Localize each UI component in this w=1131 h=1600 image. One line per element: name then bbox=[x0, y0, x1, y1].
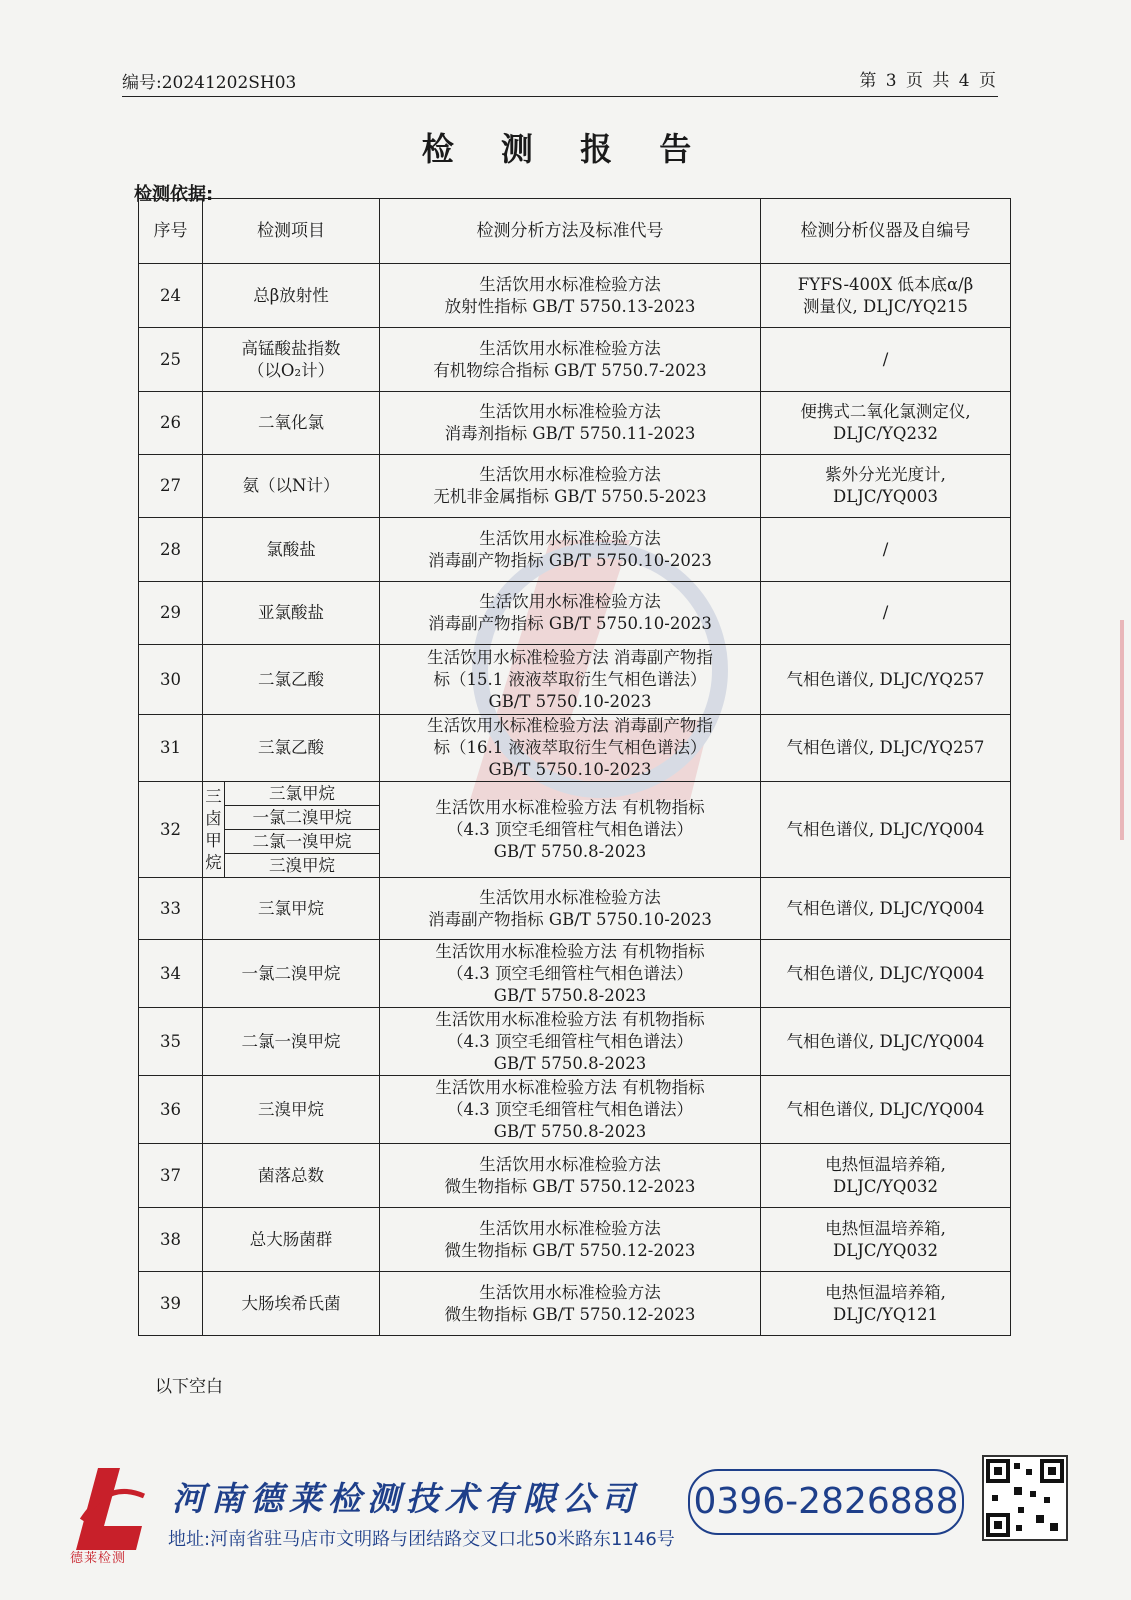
test-item bbox=[203, 582, 380, 645]
cell-line: 标（16.1 液液萃取衍生气相色谱法） bbox=[433, 738, 707, 757]
test-item bbox=[203, 1272, 380, 1336]
cell-line: / bbox=[882, 349, 889, 369]
instrument-id bbox=[761, 1008, 1011, 1076]
table-row bbox=[139, 782, 1011, 806]
method-standard bbox=[380, 1144, 761, 1208]
cell-line: 电热恒温培养箱, bbox=[825, 1218, 946, 1238]
item-name: 二氯乙酸 bbox=[258, 669, 324, 689]
cell-line: GB/T 5750.8-2023 bbox=[493, 1121, 647, 1141]
row-number: 36 bbox=[139, 1076, 203, 1144]
report-number: 编号:20241202SH03 bbox=[122, 73, 297, 93]
method-standard bbox=[380, 1008, 761, 1076]
column-header: 序号 bbox=[139, 199, 203, 264]
cell-line: 生活饮用水标准检验方法 有机物指标 bbox=[435, 941, 705, 961]
method-standard bbox=[380, 878, 761, 940]
cell-line: 电热恒温培养箱, bbox=[825, 1282, 946, 1302]
cell-line: GB/T 5750.8-2023 bbox=[493, 1053, 647, 1073]
instrument-id bbox=[761, 1272, 1011, 1336]
cell-line: 气相色谱仪, DLJC/YQ004 bbox=[786, 1031, 985, 1051]
method-standard bbox=[380, 1272, 761, 1336]
page-indicator: 第 3 页 共 4 页 bbox=[859, 71, 998, 91]
item-name: 三氯乙酸 bbox=[258, 738, 324, 757]
cell-line: 标（15.1 液液萃取衍生气相色谱法） bbox=[433, 669, 707, 689]
seal-edge-icon bbox=[1117, 620, 1131, 840]
cell-line: 电热恒温培养箱, bbox=[825, 1154, 946, 1174]
item-name: 总大肠菌群 bbox=[249, 1229, 333, 1249]
item-name: 大肠埃希氏菌 bbox=[241, 1293, 341, 1313]
table-row bbox=[139, 878, 1011, 940]
cell-line: / bbox=[882, 539, 889, 559]
item-group-label: 三卤甲烷 bbox=[205, 786, 222, 872]
cell-line: 测量仪, DLJC/YQ215 bbox=[803, 296, 968, 316]
row-number: 37 bbox=[139, 1144, 203, 1208]
cell-line: 气相色谱仪, DLJC/YQ004 bbox=[786, 898, 985, 918]
table-row bbox=[139, 1076, 1011, 1144]
qr-code-icon bbox=[982, 1455, 1068, 1541]
cell-line: 生活饮用水标准检验方法 bbox=[479, 402, 661, 421]
company-name: 河南德莱检测技术有限公司 bbox=[172, 1479, 640, 1518]
sub-item: 三氯甲烷 bbox=[225, 782, 380, 806]
row-number: 38 bbox=[139, 1208, 203, 1272]
cell-line: 生活饮用水标准检验方法 bbox=[479, 1282, 661, 1302]
item-name: 一氯二溴甲烷 bbox=[241, 963, 341, 983]
cell-line: 生活饮用水标准检验方法 bbox=[479, 1218, 661, 1238]
cell-line: 生活饮用水标准检验方法 bbox=[479, 274, 661, 294]
cell-line: 生活饮用水标准检验方法 bbox=[479, 887, 661, 907]
column-header: 检测分析仪器及自编号 bbox=[761, 199, 1011, 264]
cell-line: 无机非金属指标 GB/T 5750.5-2023 bbox=[433, 487, 707, 506]
method-standard bbox=[380, 940, 761, 1008]
item-name: 总β放射性 bbox=[253, 285, 329, 305]
method-standard bbox=[380, 582, 761, 645]
table-row bbox=[139, 1272, 1011, 1336]
test-item bbox=[203, 1008, 380, 1076]
cell-line: 微生物指标 GB/T 5750.12-2023 bbox=[444, 1304, 696, 1324]
item-name: 二氧化氯 bbox=[258, 413, 324, 432]
cell-line: 微生物指标 GB/T 5750.12-2023 bbox=[444, 1176, 696, 1196]
cell-line: 生活饮用水标准检验方法 bbox=[479, 528, 661, 548]
item-name-note: （以O₂计） bbox=[247, 360, 335, 380]
report-title: 检 测 报 告 bbox=[421, 130, 710, 168]
sub-item: 一氯二溴甲烷 bbox=[225, 806, 380, 830]
cell-line: GB/T 5750.8-2023 bbox=[493, 985, 647, 1005]
sub-item: 三溴甲烷 bbox=[225, 854, 380, 878]
cell-line: 生活饮用水标准检验方法 有机物指标 bbox=[435, 1077, 705, 1097]
cell-line: DLJC/YQ003 bbox=[833, 487, 938, 506]
cell-line: 微生物指标 GB/T 5750.12-2023 bbox=[444, 1240, 696, 1260]
instrument-id bbox=[761, 782, 1011, 878]
cell-line: 生活饮用水标准检验方法 bbox=[479, 1154, 661, 1174]
cell-line: 生活饮用水标准检验方法 有机物指标 bbox=[435, 1009, 705, 1029]
row-number: 25 bbox=[139, 328, 203, 392]
method-standard bbox=[380, 264, 761, 328]
blank-below-note: 以下空白 bbox=[155, 1377, 223, 1397]
cell-line: 气相色谱仪, DLJC/YQ257 bbox=[786, 738, 985, 757]
test-item bbox=[203, 455, 380, 518]
cell-line: / bbox=[882, 603, 889, 622]
company-phone: 0396-2826888 bbox=[688, 1469, 964, 1535]
method-standard bbox=[380, 782, 761, 878]
method-standard bbox=[380, 715, 761, 782]
cell-line: （4.3 顶空毛细管柱气相色谱法） bbox=[447, 963, 693, 983]
table-row bbox=[139, 328, 1011, 392]
column-header: 检测项目 bbox=[203, 199, 380, 264]
item-name: 菌落总数 bbox=[258, 1165, 324, 1185]
instrument-id bbox=[761, 582, 1011, 645]
cell-line: 消毒副产物指标 GB/T 5750.10-2023 bbox=[428, 614, 712, 633]
row-number: 32 bbox=[139, 782, 203, 878]
table-row bbox=[139, 582, 1011, 645]
instrument-id bbox=[761, 1076, 1011, 1144]
method-standard bbox=[380, 392, 761, 455]
cell-line: 生活饮用水标准检验方法 bbox=[479, 592, 661, 611]
cell-line: 消毒副产物指标 GB/T 5750.10-2023 bbox=[428, 550, 712, 570]
test-item bbox=[203, 1076, 380, 1144]
table-row bbox=[139, 715, 1011, 782]
table-header-row bbox=[139, 199, 1011, 264]
table-row bbox=[139, 1144, 1011, 1208]
method-standard bbox=[380, 518, 761, 582]
row-number: 28 bbox=[139, 518, 203, 582]
cell-line: （4.3 顶空毛细管柱气相色谱法） bbox=[447, 1031, 693, 1051]
cell-line: DLJC/YQ032 bbox=[833, 1240, 938, 1260]
test-item bbox=[203, 1144, 380, 1208]
row-number: 35 bbox=[139, 1008, 203, 1076]
item-name: 三氯甲烷 bbox=[258, 898, 324, 918]
cell-line: 气相色谱仪, DLJC/YQ257 bbox=[786, 669, 985, 689]
table-row bbox=[139, 940, 1011, 1008]
sub-item: 二氯一溴甲烷 bbox=[225, 830, 380, 854]
detection-basis-table bbox=[138, 198, 1011, 1336]
item-name: 高锰酸盐指数 bbox=[241, 338, 341, 358]
table-row bbox=[139, 645, 1011, 715]
test-item bbox=[203, 264, 380, 328]
instrument-id bbox=[761, 940, 1011, 1008]
instrument-id bbox=[761, 878, 1011, 940]
method-standard bbox=[380, 455, 761, 518]
row-number: 33 bbox=[139, 878, 203, 940]
cell-line: 生活饮用水标准检验方法 bbox=[479, 465, 661, 484]
item-name: 二氯一溴甲烷 bbox=[241, 1031, 341, 1051]
instrument-id bbox=[761, 392, 1011, 455]
method-standard bbox=[380, 1076, 761, 1144]
instrument-id bbox=[761, 518, 1011, 582]
cell-line: 气相色谱仪, DLJC/YQ004 bbox=[786, 1099, 985, 1119]
instrument-id bbox=[761, 1144, 1011, 1208]
page-header bbox=[122, 66, 998, 97]
cell-line: 放射性指标 GB/T 5750.13-2023 bbox=[444, 296, 696, 316]
cell-line: 生活饮用水标准检验方法 有机物指标 bbox=[435, 797, 705, 817]
item-name: 氯酸盐 bbox=[266, 539, 316, 559]
cell-line: GB/T 5750.10-2023 bbox=[488, 691, 652, 711]
row-number: 24 bbox=[139, 264, 203, 328]
item-name: 氨（以N计） bbox=[242, 476, 340, 495]
row-number: 26 bbox=[139, 392, 203, 455]
logo-caption: 德莱检测 bbox=[70, 1551, 127, 1566]
table-row bbox=[139, 392, 1011, 455]
test-item bbox=[203, 392, 380, 455]
cell-line: （4.3 顶空毛细管柱气相色谱法） bbox=[447, 819, 693, 839]
row-number: 31 bbox=[139, 715, 203, 782]
cell-line: 消毒剂指标 GB/T 5750.11-2023 bbox=[444, 424, 696, 443]
test-item bbox=[203, 518, 380, 582]
test-item bbox=[203, 878, 380, 940]
instrument-id bbox=[761, 645, 1011, 715]
cell-line: 生活饮用水标准检验方法 消毒副产物指 bbox=[427, 716, 713, 735]
test-item bbox=[203, 940, 380, 1008]
cell-line: DLJC/YQ121 bbox=[833, 1304, 938, 1324]
item-name: 亚氯酸盐 bbox=[258, 603, 324, 622]
test-item bbox=[203, 328, 380, 392]
method-standard bbox=[380, 645, 761, 715]
table-row bbox=[139, 518, 1011, 582]
table-row bbox=[139, 1208, 1011, 1272]
instrument-id bbox=[761, 715, 1011, 782]
test-item bbox=[203, 645, 380, 715]
company-address: 地址:河南省驻马店市文明路与团结路交叉口北50米路东1146号 bbox=[168, 1529, 675, 1550]
cell-line: 气相色谱仪, DLJC/YQ004 bbox=[786, 819, 985, 839]
instrument-id bbox=[761, 264, 1011, 328]
cell-line: （4.3 顶空毛细管柱气相色谱法） bbox=[447, 1099, 693, 1119]
item-group bbox=[203, 782, 225, 878]
row-number: 39 bbox=[139, 1272, 203, 1336]
cell-line: FYFS-400X 低本底α/β bbox=[797, 274, 974, 294]
cell-line: 气相色谱仪, DLJC/YQ004 bbox=[786, 963, 985, 983]
row-number: 34 bbox=[139, 940, 203, 1008]
instrument-id bbox=[761, 328, 1011, 392]
row-number: 27 bbox=[139, 455, 203, 518]
cell-line: 消毒副产物指标 GB/T 5750.10-2023 bbox=[428, 909, 712, 929]
method-standard bbox=[380, 328, 761, 392]
cell-line: 紫外分光光度计, bbox=[825, 465, 946, 484]
row-number: 29 bbox=[139, 582, 203, 645]
cell-line: 便携式二氧化氯测定仪, bbox=[800, 402, 971, 421]
cell-line: 生活饮用水标准检验方法 bbox=[479, 338, 661, 358]
table-row bbox=[139, 455, 1011, 518]
column-header: 检测分析方法及标准代号 bbox=[380, 199, 761, 264]
footer bbox=[60, 1455, 1080, 1575]
cell-line: 生活饮用水标准检验方法 消毒副产物指 bbox=[427, 647, 713, 667]
cell-line: 有机物综合指标 GB/T 5750.7-2023 bbox=[433, 360, 707, 380]
table-row bbox=[139, 1008, 1011, 1076]
method-standard bbox=[380, 1208, 761, 1272]
instrument-id bbox=[761, 1208, 1011, 1272]
table-row bbox=[139, 264, 1011, 328]
item-name: 三溴甲烷 bbox=[258, 1099, 324, 1119]
cell-line: GB/T 5750.10-2023 bbox=[488, 760, 652, 779]
cell-line: GB/T 5750.8-2023 bbox=[493, 841, 647, 861]
test-item bbox=[203, 1208, 380, 1272]
test-item bbox=[203, 715, 380, 782]
row-number: 30 bbox=[139, 645, 203, 715]
instrument-id bbox=[761, 455, 1011, 518]
basis-label: 检测依据: bbox=[134, 184, 214, 205]
cell-line: DLJC/YQ032 bbox=[833, 1176, 938, 1196]
cell-line: DLJC/YQ232 bbox=[833, 424, 938, 443]
